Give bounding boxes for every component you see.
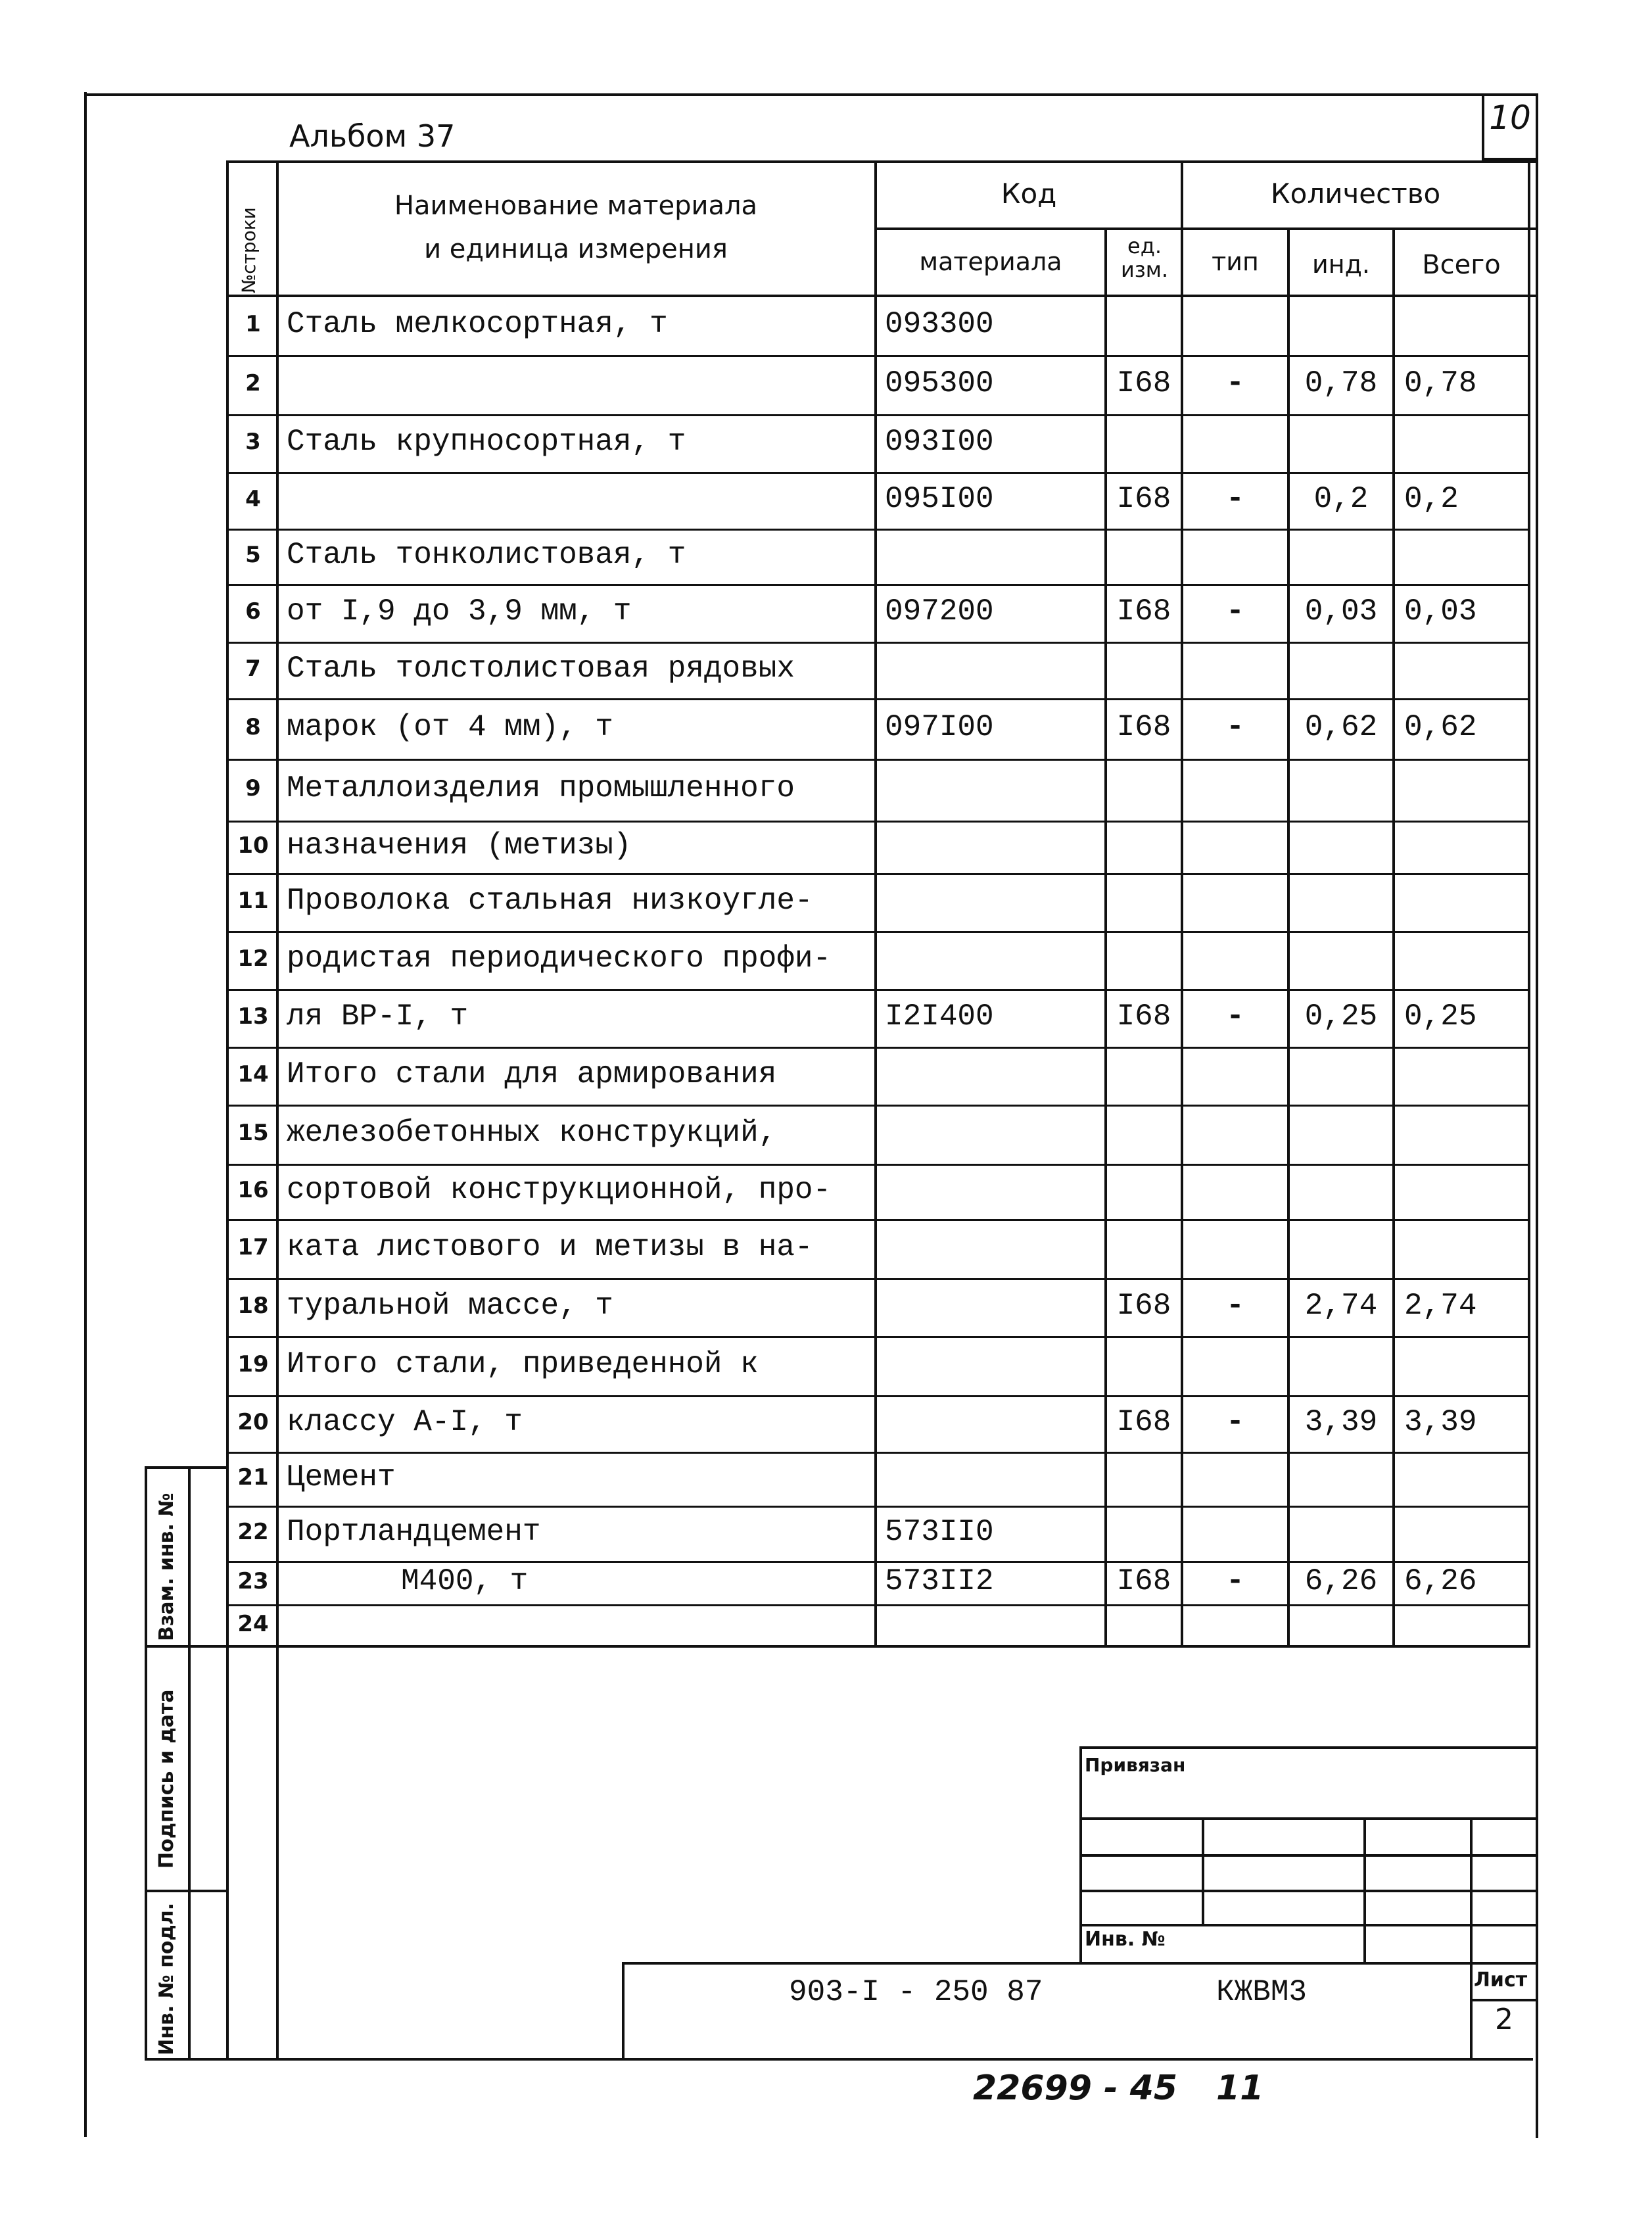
row-name: Проволока стальная низкоугле- bbox=[287, 884, 813, 918]
row-name: Сталь мелкосортная, т bbox=[287, 307, 668, 341]
row-name: Сталь толстолистовая рядовых bbox=[287, 652, 795, 686]
row-unit: I68 bbox=[1116, 482, 1171, 516]
tb-v2 bbox=[1363, 1817, 1366, 1963]
row-divider bbox=[226, 472, 1530, 474]
row-ind: 0,2 bbox=[1313, 482, 1369, 516]
row-divider bbox=[226, 1164, 1530, 1166]
row-name: железобетонных конструкций, bbox=[287, 1116, 777, 1150]
row-material-code: 573II0 bbox=[885, 1515, 994, 1549]
row-divider bbox=[226, 1506, 1530, 1508]
row-name: Итого стали для армирования bbox=[287, 1057, 777, 1091]
tb-inv-no-label: Инв. № bbox=[1085, 1928, 1166, 1951]
row-number: 5 bbox=[245, 542, 261, 568]
row-name: туральной массе, т bbox=[287, 1289, 613, 1323]
row-number: 16 bbox=[237, 1177, 269, 1203]
tb-sheet-no: 2 bbox=[1495, 2003, 1513, 2036]
vline-code-left bbox=[874, 160, 877, 1646]
row-material-code: 095I00 bbox=[885, 482, 994, 516]
row-material-code: 097200 bbox=[885, 594, 994, 629]
tb-sheet-divider bbox=[1470, 1999, 1536, 2001]
row-divider bbox=[226, 1278, 1530, 1280]
row-material-code: 095300 bbox=[885, 366, 994, 400]
stamp-div-2 bbox=[145, 1890, 229, 1892]
header-unit: ед. изм. bbox=[1120, 233, 1169, 282]
row-divider bbox=[226, 642, 1530, 644]
row-name: от I,9 до 3,9 мм, т bbox=[287, 594, 632, 629]
tb-privyazan-top bbox=[1079, 1746, 1536, 1749]
stamp-vzam-label: Взам. инв. № bbox=[155, 1493, 178, 1641]
row-total: 2,74 bbox=[1404, 1289, 1477, 1323]
row-material-code: 097I00 bbox=[885, 710, 994, 744]
row-total: 0,62 bbox=[1404, 710, 1477, 744]
row-number: 10 bbox=[237, 832, 269, 859]
page-number-box-left bbox=[1482, 93, 1484, 159]
row-divider bbox=[226, 529, 1530, 531]
stamp-podpis-label: Подпись и дата bbox=[155, 1689, 178, 1869]
row-number: 24 bbox=[237, 1611, 269, 1637]
row-number: 3 bbox=[245, 429, 261, 455]
row-material-code: 093I00 bbox=[885, 425, 994, 459]
frame-top-line bbox=[84, 93, 1538, 96]
row-divider bbox=[226, 1047, 1530, 1049]
header-mid-line-code bbox=[874, 227, 1538, 230]
tb-h4 bbox=[1079, 1924, 1536, 1926]
tb-privyazan-label: Привязан bbox=[1085, 1754, 1186, 1776]
row-ind: 3,39 bbox=[1304, 1405, 1378, 1439]
stamp-inv-podl-label: Инв. № подл. bbox=[155, 1902, 178, 2055]
page-number: 10 bbox=[1489, 99, 1531, 137]
frame-left-line bbox=[84, 92, 87, 2137]
row-name: М400, т bbox=[401, 1564, 529, 1598]
header-name-line1: Наименование материала bbox=[394, 191, 758, 221]
row-number: 12 bbox=[237, 945, 269, 972]
row-total: 0,03 bbox=[1404, 594, 1477, 629]
row-number: 21 bbox=[237, 1464, 269, 1491]
row-material-code: I2I400 bbox=[885, 999, 994, 1034]
header-quantity: Количество bbox=[1270, 178, 1441, 210]
row-number: 18 bbox=[237, 1293, 269, 1319]
row-number: 2 bbox=[245, 370, 261, 396]
tb-v1 bbox=[1202, 1817, 1204, 1925]
row-divider bbox=[226, 584, 1530, 586]
tb-main-left bbox=[622, 1962, 625, 2061]
row-name: Сталь крупносортная, т bbox=[287, 425, 686, 459]
row-number: 15 bbox=[237, 1120, 269, 1146]
row-name: Итого стали, приведенной к bbox=[287, 1347, 759, 1381]
header-code: Код bbox=[1001, 178, 1057, 210]
row-divider bbox=[226, 989, 1530, 991]
row-name: сортовой конструкционной, про- bbox=[287, 1173, 832, 1207]
row-divider bbox=[226, 1561, 1530, 1563]
stamp-bottom bbox=[145, 2058, 1533, 2061]
header-material: материала bbox=[919, 247, 1062, 276]
row-type: - bbox=[1226, 1289, 1244, 1323]
row-divider bbox=[226, 931, 1530, 933]
row-divider bbox=[226, 1336, 1530, 1338]
row-number: 13 bbox=[237, 1003, 269, 1030]
row-total: 0,25 bbox=[1404, 999, 1477, 1034]
row-ind: 0,25 bbox=[1304, 999, 1378, 1034]
row-type: - bbox=[1226, 482, 1244, 516]
stamp-outer-left bbox=[145, 1466, 147, 2061]
row-number: 23 bbox=[237, 1568, 269, 1594]
row-divider bbox=[226, 414, 1530, 416]
row-name: Портландцемент bbox=[287, 1515, 541, 1549]
row-number: 17 bbox=[237, 1234, 269, 1260]
header-bottom-line bbox=[226, 295, 1536, 297]
row-name: ката листового и метизы в на- bbox=[287, 1230, 813, 1264]
vline-total-left bbox=[1392, 227, 1395, 1646]
row-unit: I68 bbox=[1116, 710, 1171, 744]
row-name: родистая периодического профи- bbox=[287, 942, 832, 976]
row-material-code: 573II2 bbox=[885, 1564, 994, 1598]
row-number: 22 bbox=[237, 1519, 269, 1545]
tb-h2 bbox=[1079, 1854, 1536, 1857]
row-name: Сталь тонколистовая, т bbox=[287, 538, 686, 572]
header-total: Всего bbox=[1422, 250, 1501, 280]
tb-main-top bbox=[622, 1962, 1536, 1965]
row-divider bbox=[226, 355, 1530, 357]
row-unit: I68 bbox=[1116, 594, 1171, 629]
row-total: 3,39 bbox=[1404, 1405, 1477, 1439]
header-name-line2: и единица измерения bbox=[424, 234, 728, 264]
row-ind: 0,03 bbox=[1304, 594, 1378, 629]
row-name: классу А-I, т bbox=[287, 1405, 523, 1439]
row-number: 14 bbox=[237, 1061, 269, 1088]
row-divider bbox=[226, 1395, 1530, 1397]
table-top-line bbox=[226, 160, 1536, 163]
tb-h3 bbox=[1079, 1890, 1536, 1892]
row-name: марок (от 4 мм), т bbox=[287, 710, 613, 744]
row-divider bbox=[226, 698, 1530, 700]
frame-right-line bbox=[1536, 93, 1538, 2138]
tb-h1 bbox=[1079, 1817, 1536, 1820]
album-label: Альбом 37 bbox=[289, 118, 456, 154]
row-name: ля ВР-I, т bbox=[287, 999, 469, 1034]
header-row-no: №строки bbox=[238, 207, 260, 293]
row-name: Цемент bbox=[287, 1460, 396, 1494]
stamp-div-1 bbox=[145, 1645, 229, 1648]
row-number: 6 bbox=[245, 598, 261, 625]
row-divider bbox=[226, 1452, 1530, 1454]
row-type: - bbox=[1226, 594, 1244, 629]
row-unit: I68 bbox=[1116, 1564, 1171, 1598]
row-number: 4 bbox=[245, 486, 261, 512]
row-type: - bbox=[1226, 1564, 1244, 1598]
tb-doc-code: 903-I - 250 87 bbox=[789, 1975, 1043, 2009]
row-unit: I68 bbox=[1116, 1405, 1171, 1439]
row-material-code: 093300 bbox=[885, 307, 994, 341]
row-type: - bbox=[1226, 1405, 1244, 1439]
row-unit: I68 bbox=[1116, 1289, 1171, 1323]
row-type: - bbox=[1226, 999, 1244, 1034]
tb-mark: КЖВМ3 bbox=[1216, 1975, 1308, 2009]
stamp-inner-left bbox=[188, 1466, 191, 2061]
row-number: 7 bbox=[245, 656, 261, 682]
row-divider bbox=[226, 759, 1530, 761]
row-number: 1 bbox=[245, 311, 261, 337]
row-ind: 6,26 bbox=[1304, 1564, 1378, 1598]
row-divider bbox=[226, 1219, 1530, 1221]
row-total: 6,26 bbox=[1404, 1564, 1477, 1598]
footer-page: 11 bbox=[1216, 2068, 1264, 2108]
vline-table-right bbox=[1528, 160, 1530, 1646]
row-divider bbox=[226, 1604, 1530, 1606]
row-number: 9 bbox=[245, 775, 261, 801]
header-type: тип bbox=[1212, 247, 1259, 276]
header-ind: инд. bbox=[1312, 250, 1370, 279]
row-type: - bbox=[1226, 366, 1244, 400]
row-type: - bbox=[1226, 710, 1244, 744]
row-number: 19 bbox=[237, 1351, 269, 1377]
tb-sheet-label: Лист bbox=[1474, 1969, 1528, 1992]
row-ind: 0,78 bbox=[1304, 366, 1378, 400]
row-number: 11 bbox=[237, 888, 269, 914]
row-ind: 2,74 bbox=[1304, 1289, 1378, 1323]
row-unit: I68 bbox=[1116, 366, 1171, 400]
row-total: 0,78 bbox=[1404, 366, 1477, 400]
row-divider bbox=[226, 873, 1530, 875]
row-divider bbox=[226, 1105, 1530, 1107]
footer-archive-no: 22699 - 45 bbox=[973, 2068, 1178, 2108]
row-divider bbox=[226, 821, 1530, 823]
row-name: Металлоизделия промышленного bbox=[287, 771, 795, 805]
row-number: 20 bbox=[237, 1409, 269, 1435]
row-name: назначения (метизы) bbox=[287, 828, 632, 863]
row-number: 8 bbox=[245, 714, 261, 740]
row-ind: 0,62 bbox=[1304, 710, 1378, 744]
stamp-top bbox=[145, 1466, 229, 1469]
row-total: 0,2 bbox=[1404, 482, 1459, 516]
row-unit: I68 bbox=[1116, 999, 1171, 1034]
table-body-bottom-line bbox=[226, 1645, 1530, 1648]
